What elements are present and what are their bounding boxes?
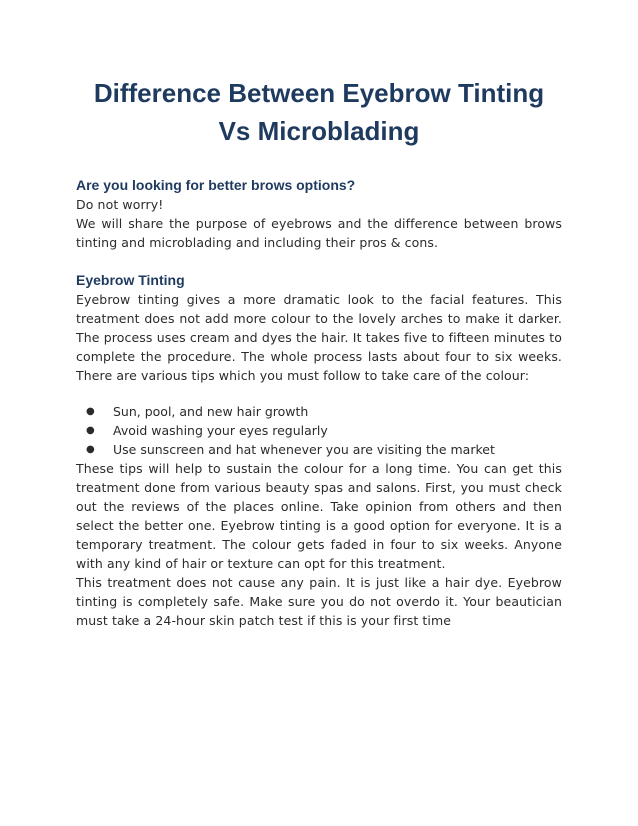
tips-list xyxy=(76,402,562,459)
intro-paragraph: We will share the purpose of eyebrows and the difference between brows tinting and microblading and including their pros & cons. xyxy=(76,216,562,250)
intro-question: Are you looking for better brows options? xyxy=(76,177,356,193)
bullet-icon: ● xyxy=(86,444,95,455)
list-item xyxy=(86,402,562,421)
list-item-text: Use sunscreen and hat whenever you are visiting the market xyxy=(113,442,495,457)
paragraph-1: Eyebrow tinting gives a more dramatic look to the facial features. This treatment does not add more colour to the lovely arches to make it darker. The process uses cream and dyes the hair. It takes five to fifteen minutes to complete the procedure. The whole process lasts about four to six weeks. There are various tips which you must follow to take care of the colour: xyxy=(76,292,562,383)
list-item xyxy=(86,421,562,440)
list-item-text: Avoid washing your eyes regularly xyxy=(113,423,328,438)
paragraph-2: These tips will help to sustain the colour for a long time. You can get this treatment done from various beauty spas and salons. First, you must check out the reviews of the places online. Take opinion from others and then select the better one. Eyebrow tinting is a good option for everyone. It is a temporary treatment. The colour gets faded in four to six weeks. Anyone with any kind of hair or texture can opt for this treatment. xyxy=(76,461,562,571)
bullet-icon: ● xyxy=(86,406,95,417)
bullet-icon: ● xyxy=(86,425,95,436)
page-title-line-2: Vs Microblading xyxy=(218,116,420,146)
reassurance-line: Do not worry! xyxy=(76,197,164,212)
page-title xyxy=(76,74,562,150)
paragraph-3: This treatment does not cause any pain. It is just like a hair dye. Eyebrow tinting is completely safe. Make sure you do not overdo it. Your beautician must take a 24-hour skin patch test if this is your first time xyxy=(76,575,562,628)
list-item xyxy=(86,440,562,459)
page-title-line-1: Difference Between Eyebrow Tinting xyxy=(93,78,545,108)
section-heading: Eyebrow Tinting xyxy=(76,272,185,288)
list-item-text: Sun, pool, and new hair growth xyxy=(113,404,309,419)
